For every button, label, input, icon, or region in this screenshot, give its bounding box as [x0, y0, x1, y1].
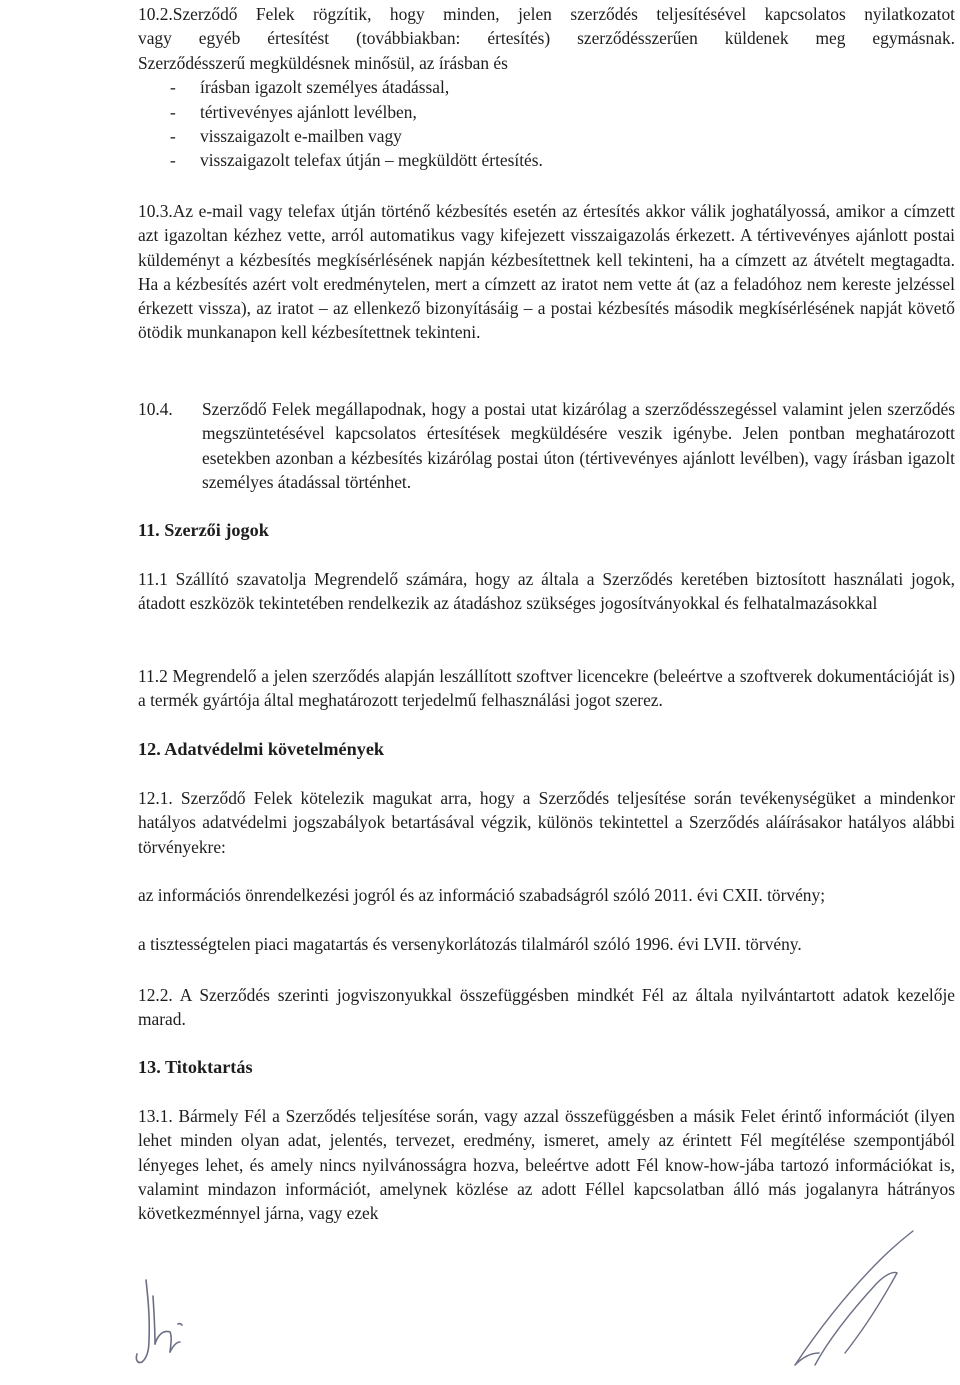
bullet-text: írásban igazolt személyes átadással,	[200, 77, 450, 97]
paragraph-10-2-line-2: vagy egyéb értesítést (továbbiakban: értesítés) szerződésszerűen küldenek meg egymásnak.	[138, 28, 955, 49]
law-item-1: az információs önrendelkezési jogról és az információ szabadságról szóló 2011. évi CXII. törvény;	[138, 885, 826, 905]
bullet-item	[170, 124, 402, 148]
section-heading-12: 12. Adatvédelmi követelmények	[138, 739, 385, 759]
paragraph-12-1: 12.1. Szerződő Felek kötelezik magukat arra, hogy a Szerződés teljesítése során tevékenységüket a mindenkor hatályos adatvédelmi jogszabályok betartásával végzik, különös tekintettel a Szerződés aláírásakor hatályos alábbi törvényekre:	[138, 788, 955, 857]
bullet-text: visszaigazolt e-mailben vagy	[200, 126, 402, 146]
paragraph-10-4-number: 10.4.	[138, 399, 173, 419]
law-item-2: a tisztességtelen piaci magatartás és versenykorlátozás tilalmáról szóló 1996. évi LVII. törvény.	[138, 934, 802, 954]
paragraph-10-3: 10.3.Az e-mail vagy telefax útján történő kézbesítés esetén az értesítés akkor válik joghatályossá, amikor a címzett azt igazoltan kézhez vette, arról automatikus vagy kifejezett visszaigazolás érkezett. A tértivevényes ajánlott postai küldeményt a kézbesítés megkísérlésének napján kézbesítettnek kell tekinteni, ha a címzett az átvételt megtagadta. Ha a kézbesítés azért volt eredménytelen, mert a címzett az iratot nem vette át (az a feladóhoz nem kereste jelzéssel érkezett vissza), az iratot – az ellenkező bizonyításáig – a postai kézbesítés második megkísérlésének napját követő ötödik munkanapon kell kézbesítettnek tekinteni.	[138, 201, 955, 343]
paragraph-10-2-line-1: 10.2.Szerződő Felek rögzítik, hogy minden, jelen szerződés teljesítésével kapcsolatos nyilatkozatot	[138, 4, 955, 24]
bullet-item	[170, 100, 417, 124]
bullet-dash: -	[170, 150, 176, 170]
paragraph-10-4-text: Szerződő Felek megállapodnak, hogy a postai utat kizárólag a szerződésszegéssel valamint jelen szerződés megszüntetésével kapcsolatos értesítések megküldésére veszik igénybe. Jelen pontban meghatározott esetekben azonban a kézbesítés kizárólag postai úton (tértivevényes ajánlott levélben), vagy írásban igazolt személyes átadással történhet.	[202, 399, 955, 492]
paragraph-10-4	[138, 397, 955, 494]
signature-initial-right	[785, 1225, 935, 1375]
paragraph-10-2	[138, 2, 955, 75]
bullet-dash: -	[170, 77, 176, 97]
paragraph-11-2: 11.2 Megrendelő a jelen szerződés alapján leszállított szoftver licencekre (beleértve a szoftverek dokumentációját is) a termék gyártója által meghatározott terjedelmű felhasználási jogot szerez.	[138, 666, 955, 711]
paragraph-10-2-line-3: Szerződésszerű megküldésnek minősül, az írásban és	[138, 52, 508, 73]
bullet-dash: -	[170, 126, 176, 146]
bullet-text: visszaigazolt telefax útján – megküldött értesítés.	[200, 150, 543, 170]
bullet-dash: -	[170, 102, 176, 122]
bullet-item	[170, 75, 449, 99]
paragraph-12-2: 12.2. A Szerződés szerinti jogviszonyukkal összefüggésben mindkét Fél az általa nyilvántartott adatok kezelője marad.	[138, 985, 955, 1030]
paragraph-11-1: 11.1 Szállító szavatolja Megrendelő számára, hogy az általa a Szerződés keretében biztosított használati jogok, átadott eszközök tekintetében rendelkezik az átadáshoz szükséges jogosítványokkal és felhatalmazásokkal	[138, 569, 955, 614]
paragraph-13-1: 13.1. Bármely Fél a Szerződés teljesítése során, vagy azzal összefüggésben a másik Felet érintő információt (ilyen lehet minden olyan adat, jelentés, tervezet, eredmény, ismeret, amely az érintett Fél megítélése szempontjából lényeges lehet, és amely nincs nyilvánosságra hozva, beleértve adott Fél know-how-jába tartozó információkat is, valamint mindazon információt, amelynek közlése az adott Féllel kapcsolatban álló más jogalanyra hátrányos következménnyel járna, vagy ezek	[138, 1106, 955, 1224]
bullet-item	[170, 148, 543, 172]
bullet-text: tértivevényes ajánlott levélben,	[200, 102, 417, 122]
section-heading-11: 11. Szerzői jogok	[138, 520, 269, 540]
signature-initial-left	[120, 1268, 210, 1378]
section-heading-13: 13. Titoktartás	[138, 1057, 253, 1077]
